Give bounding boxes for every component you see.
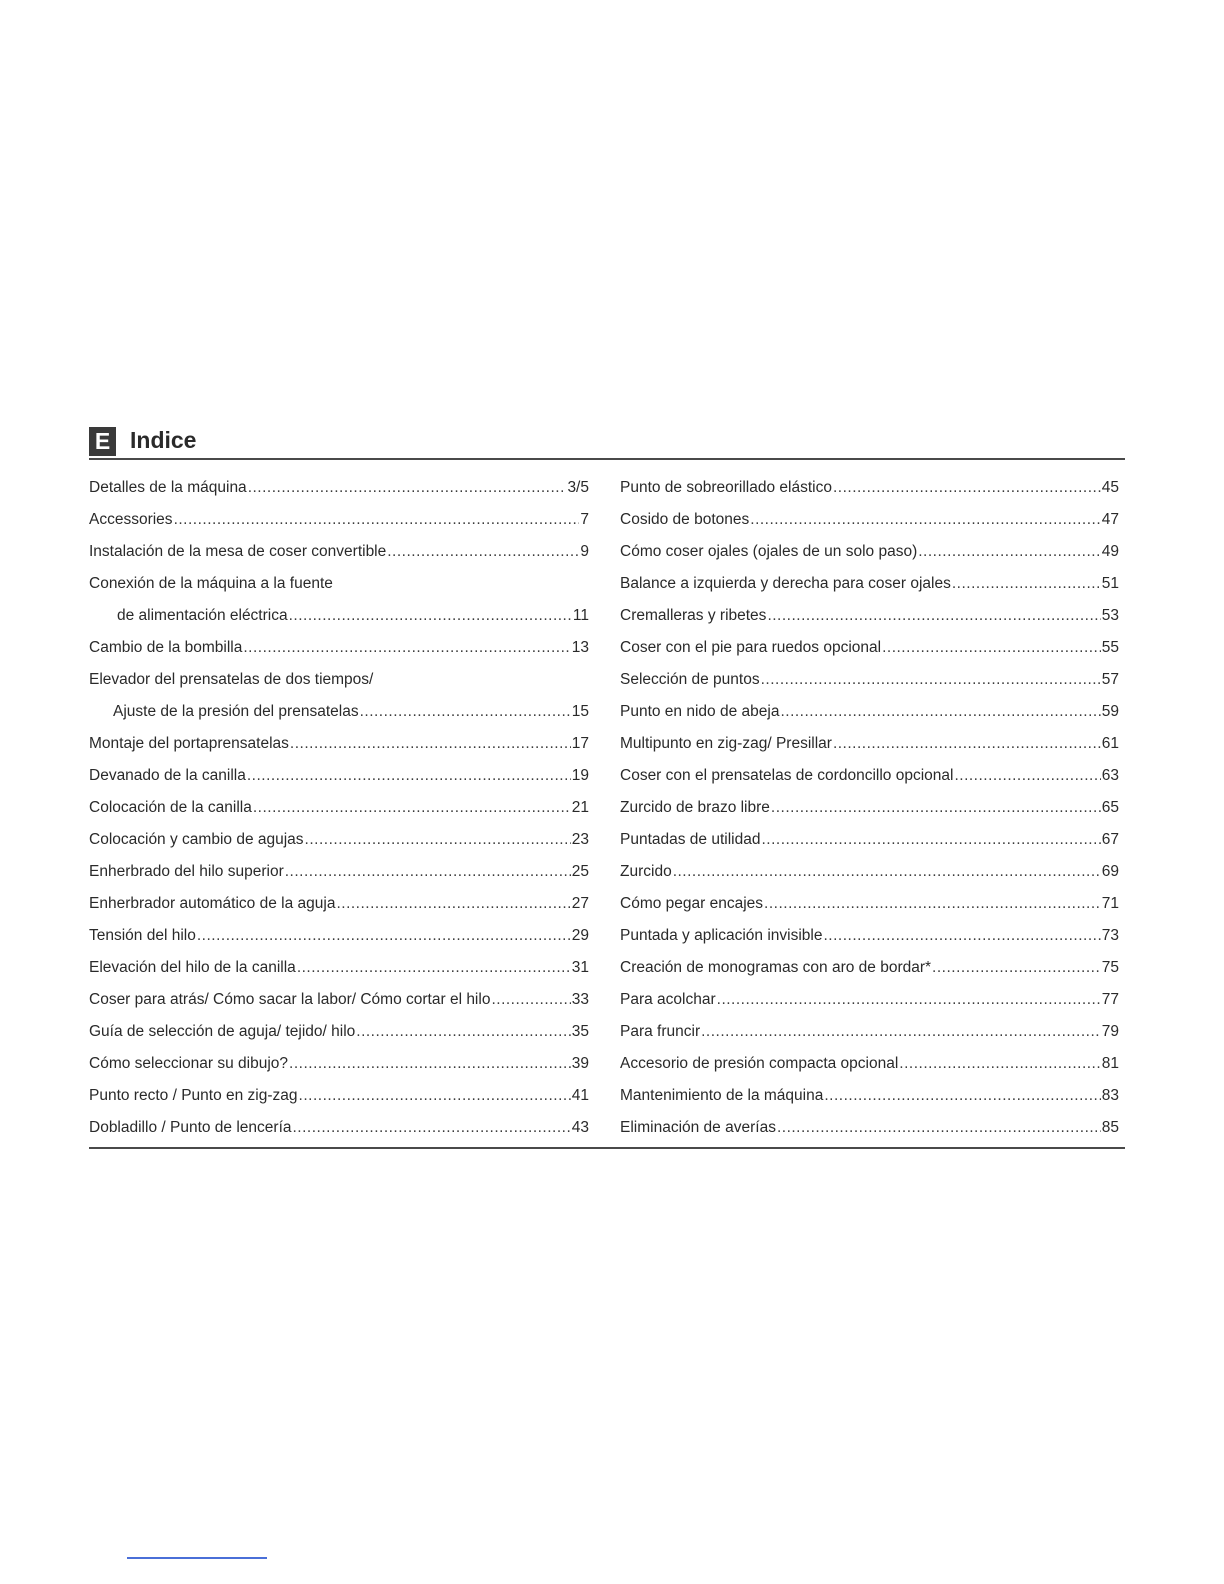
dot-leader xyxy=(764,888,1101,920)
toc-entry[interactable] xyxy=(89,1080,589,1112)
toc-entry-page: 85 xyxy=(1101,1119,1119,1136)
toc-entry-title: Elevación del hilo de la canilla xyxy=(89,959,296,976)
dot-leader xyxy=(360,696,571,728)
dot-leader xyxy=(673,856,1101,888)
toc-entry-page: 75 xyxy=(1101,959,1119,976)
toc-entry-page: 7 xyxy=(580,511,589,528)
toc-entry-page: 49 xyxy=(1101,543,1119,560)
toc-entry[interactable] xyxy=(620,504,1119,536)
toc-entry[interactable] xyxy=(89,568,589,600)
dot-leader xyxy=(248,472,567,504)
toc-column-left xyxy=(89,472,589,1144)
toc-entry[interactable] xyxy=(89,472,589,504)
dot-leader xyxy=(899,1048,1100,1080)
toc-entry-title: Coser para atrás/ Cómo sacar la labor/ Cómo cortar el hilo xyxy=(89,991,491,1008)
toc-entry[interactable] xyxy=(620,888,1119,920)
toc-entry[interactable] xyxy=(620,568,1119,600)
toc-entry-title: Conexión de la máquina a la fuente xyxy=(89,575,333,592)
toc-entry-title: Accessories xyxy=(89,511,173,528)
dot-leader xyxy=(771,792,1101,824)
toc-entry-title: Para fruncir xyxy=(620,1023,701,1040)
toc-entry-title: Elevador del prensatelas de dos tiempos/ xyxy=(89,671,374,688)
toc-entry-title: Devanado de la canilla xyxy=(89,767,246,784)
page-title: Indice xyxy=(130,427,197,453)
toc-entry-page: 35 xyxy=(571,1023,589,1040)
toc-entry-title: Guía de selección de aguja/ tejido/ hilo xyxy=(89,1023,356,1040)
toc-entry[interactable] xyxy=(620,632,1119,664)
toc-entry[interactable] xyxy=(620,472,1119,504)
dot-leader xyxy=(243,632,570,664)
dot-leader xyxy=(824,1080,1100,1112)
toc-entry-title: Cremalleras y ribetes xyxy=(620,607,767,624)
toc-entry-title: Selección de puntos xyxy=(620,671,760,688)
toc-entry-title: Detalles de la máquina xyxy=(89,479,247,496)
dot-leader xyxy=(297,952,571,984)
dot-leader xyxy=(833,728,1101,760)
toc-entry[interactable] xyxy=(89,632,589,664)
toc-entry[interactable] xyxy=(620,664,1119,696)
toc-entry-page: 67 xyxy=(1101,831,1119,848)
dot-leader xyxy=(387,536,579,568)
toc-entry[interactable] xyxy=(89,664,589,696)
dot-leader xyxy=(761,824,1100,856)
dot-leader xyxy=(293,1112,571,1144)
dot-leader xyxy=(918,536,1101,568)
toc-entry-title: de alimentación eléctrica xyxy=(117,607,288,624)
dot-leader xyxy=(761,664,1101,696)
toc-entry[interactable] xyxy=(89,856,589,888)
toc-entry[interactable] xyxy=(89,1112,589,1144)
toc-entry[interactable] xyxy=(620,1080,1119,1112)
toc-entry-title: Cosido de botones xyxy=(620,511,750,528)
dot-leader xyxy=(305,824,571,856)
toc-entry-title: Dobladillo / Punto de lencería xyxy=(89,1119,292,1136)
toc-entry-page: 25 xyxy=(571,863,589,880)
toc-entry-title: Cambio de la bombilla xyxy=(89,639,243,656)
toc-entry-title: Colocación de la canilla xyxy=(89,799,252,816)
toc-entry-title: Creación de monogramas con aro de bordar* xyxy=(620,959,932,976)
toc-entry-title: Punto de sobreorillado elástico xyxy=(620,479,832,496)
toc-entry[interactable] xyxy=(620,600,1119,632)
toc-entry[interactable] xyxy=(620,696,1119,728)
toc-entry[interactable] xyxy=(89,760,589,792)
toc-entry-page: 81 xyxy=(1101,1055,1119,1072)
toc-entry[interactable] xyxy=(620,952,1119,984)
toc-entry[interactable] xyxy=(89,728,589,760)
dot-leader xyxy=(777,1112,1101,1144)
dot-leader xyxy=(952,568,1101,600)
toc-entry[interactable] xyxy=(89,600,589,632)
toc-entry-page: 43 xyxy=(571,1119,589,1136)
dot-leader xyxy=(299,1080,571,1112)
toc-entry[interactable] xyxy=(89,984,589,1016)
toc-entry[interactable] xyxy=(89,920,589,952)
language-badge: E xyxy=(89,427,116,456)
toc-entry-page: 17 xyxy=(571,735,589,752)
toc-entry-page: 23 xyxy=(571,831,589,848)
toc-entry-title: Coser con el prensatelas de cordoncillo opcional xyxy=(620,767,954,784)
toc-entry-page: 69 xyxy=(1101,863,1119,880)
toc-entry-page: 11 xyxy=(572,607,589,624)
toc-entry[interactable] xyxy=(89,792,589,824)
toc-entry-page: 45 xyxy=(1101,479,1119,496)
link-underline xyxy=(127,1557,267,1559)
toc-entry[interactable] xyxy=(89,824,589,856)
toc-entry[interactable] xyxy=(620,824,1119,856)
toc-entry-page: 73 xyxy=(1101,927,1119,944)
toc-entry-title: Multipunto en zig-zag/ Presillar xyxy=(620,735,832,752)
dot-leader xyxy=(356,1016,570,1048)
toc-entry-title: Cómo pegar encajes xyxy=(620,895,764,912)
dot-leader xyxy=(289,600,572,632)
toc-entry-page: 21 xyxy=(571,799,589,816)
toc-entry-page: 15 xyxy=(571,703,589,720)
toc-entry[interactable] xyxy=(89,888,589,920)
toc-entry-title: Instalación de la mesa de coser convertible xyxy=(89,543,387,560)
dot-leader xyxy=(491,984,570,1016)
toc-entry-title: Cómo coser ojales (ojales de un solo paso) xyxy=(620,543,918,560)
toc-entry[interactable] xyxy=(620,984,1119,1016)
section-header xyxy=(89,424,1125,458)
dot-leader xyxy=(174,504,580,536)
toc-entry-page: 51 xyxy=(1101,575,1119,592)
toc-entry-page: 63 xyxy=(1101,767,1119,784)
toc-entry-title: Cómo seleccionar su dibujo? xyxy=(89,1055,289,1072)
dot-leader xyxy=(767,600,1100,632)
toc-entry-page: 39 xyxy=(571,1055,589,1072)
toc-entry[interactable] xyxy=(89,504,589,536)
toc-entry[interactable] xyxy=(620,920,1119,952)
dot-leader xyxy=(833,472,1101,504)
toc-entry-page: 27 xyxy=(571,895,589,912)
toc-entry[interactable] xyxy=(89,696,589,728)
dot-leader xyxy=(289,1048,571,1080)
toc-entry-title: Para acolchar xyxy=(620,991,716,1008)
toc-entry[interactable] xyxy=(89,952,589,984)
toc-entry-page: 57 xyxy=(1101,671,1119,688)
dot-leader xyxy=(197,920,571,952)
toc-column-right xyxy=(620,472,1119,1144)
toc-entry[interactable] xyxy=(89,1016,589,1048)
toc-entry-page: 19 xyxy=(571,767,589,784)
dot-leader xyxy=(932,952,1101,984)
toc-entry-title: Enherbrado del hilo superior xyxy=(89,863,284,880)
toc-entry-title: Montaje del portaprensatelas xyxy=(89,735,289,752)
toc-entry-title: Coser con el pie para ruedos opcional xyxy=(620,639,882,656)
toc-entry-page: 3/5 xyxy=(567,479,589,496)
toc-entry-title: Zurcido de brazo libre xyxy=(620,799,770,816)
header-divider xyxy=(89,458,1125,460)
toc-entry-page: 71 xyxy=(1101,895,1119,912)
toc-entry-title: Eliminación de averías xyxy=(620,1119,776,1136)
footer-divider xyxy=(89,1147,1125,1149)
toc-entry[interactable] xyxy=(620,536,1119,568)
dot-leader xyxy=(780,696,1100,728)
dot-leader xyxy=(717,984,1101,1016)
dot-leader xyxy=(285,856,571,888)
toc-entry-page: 29 xyxy=(571,927,589,944)
toc-entry-title: Puntada y aplicación invisible xyxy=(620,927,823,944)
toc-entry-page: 61 xyxy=(1101,735,1119,752)
toc-entry-title: Colocación y cambio de agujas xyxy=(89,831,304,848)
toc-entry-page: 53 xyxy=(1101,607,1119,624)
dot-leader xyxy=(247,760,571,792)
toc-entry-page: 31 xyxy=(571,959,589,976)
toc-entry-title: Ajuste de la presión del prensatelas xyxy=(113,703,359,720)
toc-entry-page: 47 xyxy=(1101,511,1119,528)
toc-entry-title: Accesorio de presión compacta opcional xyxy=(620,1055,899,1072)
toc-entry[interactable] xyxy=(620,1016,1119,1048)
toc-entry[interactable] xyxy=(620,856,1119,888)
toc-entry-page: 41 xyxy=(571,1087,589,1104)
toc-entry-page: 13 xyxy=(571,639,589,656)
toc-entry-page: 83 xyxy=(1101,1087,1119,1104)
toc-entry[interactable] xyxy=(620,792,1119,824)
dot-leader xyxy=(253,792,571,824)
toc-entry-page: 79 xyxy=(1101,1023,1119,1040)
dot-leader xyxy=(882,632,1101,664)
dot-leader xyxy=(954,760,1100,792)
toc-entry[interactable] xyxy=(620,728,1119,760)
toc-entry-page: 55 xyxy=(1101,639,1119,656)
toc-entry[interactable] xyxy=(620,1112,1119,1144)
dot-leader xyxy=(750,504,1100,536)
toc-entry[interactable] xyxy=(620,1048,1119,1080)
toc-entry-title: Zurcido xyxy=(620,863,672,880)
toc-entry-title: Punto en nido de abeja xyxy=(620,703,780,720)
toc-entry-title: Enherbrador automático de la aguja xyxy=(89,895,336,912)
dot-leader xyxy=(823,920,1100,952)
toc-entry-page: 9 xyxy=(580,543,589,560)
toc-entry[interactable] xyxy=(620,760,1119,792)
toc-entry-page: 65 xyxy=(1101,799,1119,816)
toc-entry-title: Punto recto / Punto en zig-zag xyxy=(89,1087,298,1104)
toc-entry-page: 59 xyxy=(1101,703,1119,720)
toc-entry-title: Puntadas de utilidad xyxy=(620,831,761,848)
toc-entry[interactable] xyxy=(89,536,589,568)
dot-leader xyxy=(290,728,571,760)
toc-entry-title: Tensión del hilo xyxy=(89,927,196,944)
dot-leader xyxy=(701,1016,1101,1048)
dot-leader xyxy=(336,888,570,920)
toc-entry-page: 33 xyxy=(571,991,589,1008)
toc-entry-title: Mantenimiento de la máquina xyxy=(620,1087,824,1104)
toc-entry-title: Balance a izquierda y derecha para coser ojales xyxy=(620,575,951,592)
toc-entry[interactable] xyxy=(89,1048,589,1080)
toc-entry-page: 77 xyxy=(1101,991,1119,1008)
